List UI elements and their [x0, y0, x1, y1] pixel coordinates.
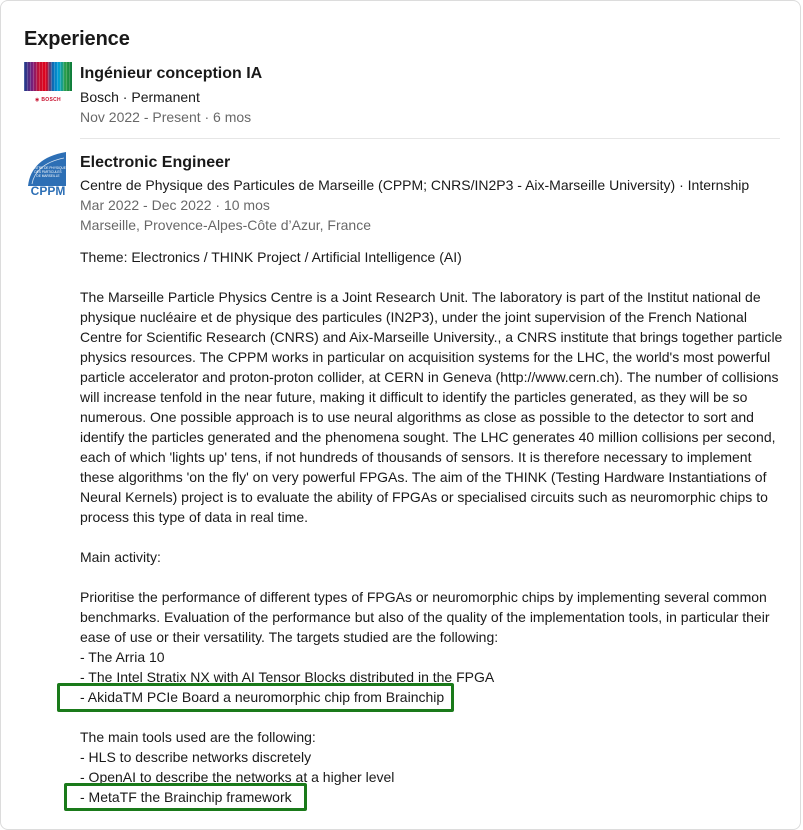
- description-line: process this type of data in real time.: [80, 509, 308, 525]
- description-line: physics resources. The CPPM works in particular on acquisition systems for the LHC, the world's most powerful: [80, 349, 771, 365]
- description-line: physique nucléaire et de physique des particules (IN2P3), under the joint supervision of the French National: [80, 309, 747, 325]
- cppm-logo-caption-3: DE MARSEILLE: [36, 174, 60, 178]
- section-title: Experience: [24, 28, 130, 50]
- bosch-logo[interactable]: [24, 62, 72, 110]
- description-line: particle accelerator and proton-proton collider, at CERN in Geneva (http://www.cern.ch). The number of collisions: [80, 369, 779, 385]
- cppm-logo-caption-2: DES PARTICULES: [34, 170, 62, 174]
- activity-line: Prioritise the performance of different types of FPGAs or neuromorphic chips by implementing several common: [80, 589, 767, 605]
- job-description: [80, 247, 783, 807]
- tool-item-highlighted: - MetaTF the Brainchip framework: [80, 789, 292, 805]
- description-line: The Marseille Particle Physics Centre is a Joint Research Unit. The laboratory is part of the Institut national de: [80, 289, 761, 305]
- description-line: identify the particles generated and the phenomena sought. The LHC generates 40 million collisions per second,: [80, 429, 776, 445]
- description-line: Neural Kernels) project is to evaluate the ability of FPGAs or specialised circuits such as neuromorphic chips to: [80, 489, 768, 505]
- activity-line: ease of use or their versatility. The targets studied are the following:: [80, 629, 499, 645]
- job-dates: Mar 2022 - Dec 2022 · 10 mos: [80, 197, 270, 213]
- target-item: - The Intel Stratix NX with AI Tensor Blocks distributed in the FPGA: [80, 669, 495, 685]
- cppm-logo-graphic: [26, 150, 70, 198]
- description-line: Centre for Scientific Research (CNRS) and Aix-Marseille University., a CNRS institute that brings together particle: [80, 329, 783, 345]
- job-dates: Nov 2022 - Present · 6 mos: [80, 109, 252, 125]
- divider: [80, 138, 780, 139]
- job-title[interactable]: Electronic Engineer: [80, 154, 231, 171]
- target-item-highlighted: - AkidaTM PCIe Board a neuromorphic chip from Brainchip: [80, 689, 445, 705]
- description-line: will increase tenfold in the near future, making it difficult to identify the particles generated, as they will be so: [80, 389, 748, 405]
- activity-line: benchmarks. Evaluation of the performance but also of the quality of the implementation tools, in particular their: [80, 609, 770, 625]
- cppm-logo[interactable]: [26, 150, 70, 198]
- tool-item: - HLS to describe networks discretely: [80, 749, 312, 765]
- cppm-logo-text: CPPM: [30, 184, 66, 198]
- company-line: Centre de Physique des Particules de Marseille (CPPM; CNRS/IN2P3 - Aix-Marseille University) · Internship: [80, 177, 750, 193]
- bosch-logo-mark-icon: ◉: [35, 97, 42, 103]
- description-line: these algorithms 'on the fly' on very powerful FPGAs. The aim of the THINK (Testing Hardware Instantiations of: [80, 469, 767, 485]
- job-location: Marseille, Provence-Alpes-Côte d’Azur, France: [80, 217, 372, 233]
- bosch-logo-wordmark: ◉ BOSCH: [35, 97, 61, 103]
- tools-label: The main tools used are the following:: [80, 729, 316, 745]
- bosch-logo-band: [24, 62, 72, 91]
- main-activity-label: Main activity:: [80, 549, 161, 565]
- target-item: - The Arria 10: [80, 649, 165, 665]
- description-line: each of which 'lights up' tens, if not hundreds of thousands of sensors. It is therefore necessary to implement: [80, 449, 752, 465]
- job-title[interactable]: Ingénieur conception IA: [80, 65, 263, 82]
- tool-item: - OpenAI to describe the networks at a higher level: [80, 769, 395, 785]
- description-line: numerous. One possible approach is to use neural algorithms as close as possible to the detector to sort and: [80, 409, 754, 425]
- description-theme: Theme: Electronics / THINK Project / Artificial Intelligence (AI): [80, 249, 462, 265]
- company-line: Bosch · Permanent: [80, 89, 200, 105]
- cppm-logo-caption-1: CENTRE DE PHYSIQUE: [30, 166, 66, 170]
